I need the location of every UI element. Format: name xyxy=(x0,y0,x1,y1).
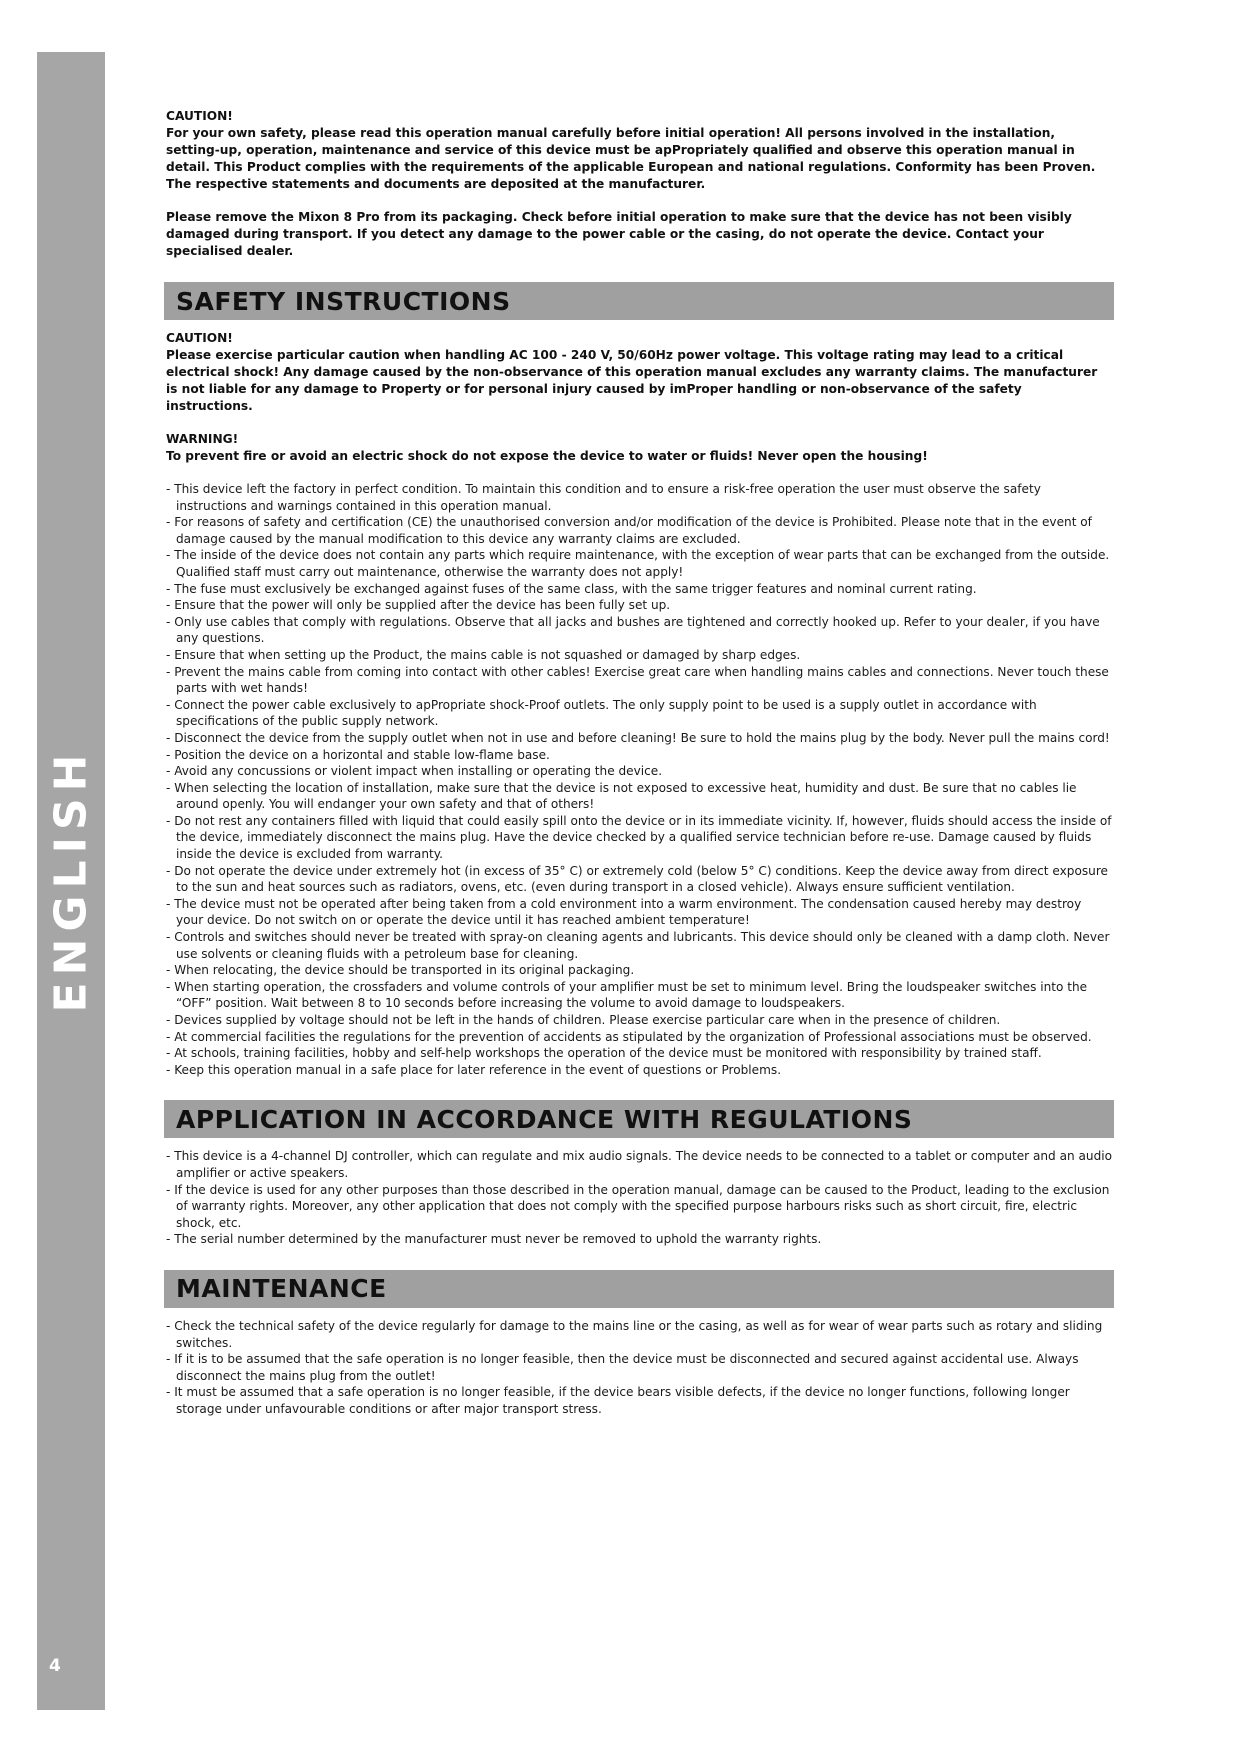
safety-warning-text: To prevent fire or avoid an electric shock do not expose the device to water or fluids! Never open the housing! xyxy=(166,449,928,463)
application-heading: APPLICATION IN ACCORDANCE WITH REGULATIONS xyxy=(176,1104,913,1134)
list-item: - For reasons of safety and certification (CE) the unauthorised conversion and/or modification of the device is Prohibited. Please note that in the event of damage caused by the manual modification to this device any warranty claims are excluded. xyxy=(166,515,1092,546)
list-item: - The inside of the device does not contain any parts which require maintenance, with the exception of wear parts that can be exchanged from the outside. Qualified staff must carry out maintenance, otherwise the warranty does not apply! xyxy=(166,548,1110,579)
maintenance-list xyxy=(166,1318,1112,1418)
application-header xyxy=(164,1100,1114,1138)
list-item: - Only use cables that comply with regulations. Observe that all jacks and bushes are tightened and correctly hooked up. Refer to your dealer, if you have any questions. xyxy=(166,614,1100,646)
list-item: - Controls and switches should never be treated with spray-on cleaning agents and lubricants. This device should only be cleaned with a damp cloth. Never use solvents or cleaning fluids with a petroleum base for cleaning. xyxy=(166,930,1110,961)
language-label: ENGLISH xyxy=(45,747,97,1013)
list-item: - When starting operation, the crossfaders and volume controls of your amplifier must be set to minimum level. Bring the loudspeaker switches into the “OFF” position. Wait between 8 to 10 seconds before increasing the volume to avoid damage to loudspeakers. xyxy=(166,979,1088,1011)
list-item: - Keep this operation manual in a safe place for later reference in the event of questions or Problems. xyxy=(166,1062,782,1077)
list-item: - Do not operate the device under extremely hot (in excess of 35° C) or extremely cold (below 5° C) conditions. Keep the device away from direct exposure to the sun and heat sources such as radiators, ovens, etc. (even during transport in a closed vehicle). Always ensure sufficient ventilation. xyxy=(166,863,1108,895)
list-item: - Position the device on a horizontal and stable low-flame base. xyxy=(166,747,550,762)
intro-caution-text: For your own safety, please read this operation manual carefully before initial operation! All persons involved in the installation, setting-up, operation, maintenance and service of this device must be apPropriately qualified and observe this operation manual in detail. This Product complies with the requirements of the applicable European and national regulations. Conformity has been Proven. The respective statements and documents are deposited at the manufacturer. xyxy=(166,126,1096,191)
list-item: - If the device is used for any other purposes than those described in the operation manual, damage can be caused to the Product, leading to the exclusion of warranty rights. Moreover, any other application that does not comply with the specified purpose harbours risks such as short circuit, fire, electric shock, etc. xyxy=(166,1182,1110,1230)
list-item: - Do not rest any containers filled with liquid that could easily spill onto the device or in its immediate vicinity. If, however, fluids should access the inside of the device, immediately disconnect the mains plug. Have the device checked by a qualified service technician before re-use. Damage caused by fluids inside the device is excluded from warranty. xyxy=(166,813,1112,862)
safety-header xyxy=(164,282,1114,320)
page-content xyxy=(166,108,1112,1418)
list-item: - Check the technical safety of the device regularly for damage to the mains line or the casing, as well as for wear of wear parts such as rotary and sliding switches. xyxy=(166,1318,1103,1350)
list-item: - This device left the factory in perfect condition. To maintain this condition and to ensure a risk-free operation the user must observe the safety instructions and warnings contained in this operation manual. xyxy=(166,482,1041,513)
list-item: - The device must not be operated after being taken from a cold environment into a warm environment. The condensation caused hereby may destroy your device. Do not switch on or operate the device until it has reached ambient temperature! xyxy=(166,896,1082,928)
application-list xyxy=(166,1148,1112,1248)
intro-notice xyxy=(166,108,1112,260)
safety-list xyxy=(166,481,1112,1078)
list-item: - The serial number determined by the manufacturer must never be removed to uphold the warranty rights. xyxy=(166,1232,822,1247)
list-item: - Ensure that when setting up the Product, the mains cable is not squashed or damaged by sharp edges. xyxy=(166,647,801,662)
list-item: - Connect the power cable exclusively to apPropriate shock-Proof outlets. The only supply point to be used is a supply outlet in accordance with specifications of the public supply network. xyxy=(166,697,1037,729)
safety-warning-title: WARNING! xyxy=(166,432,239,446)
safety-caution-title: CAUTION! xyxy=(166,331,233,345)
list-item: - When relocating, the device should be transported in its original packaging. xyxy=(166,963,635,978)
intro-unpack-text: Please remove the Mixon 8 Pro from its packaging. Check before initial operation to make sure that the device has not been visibly damaged during transport. If you detect any damage to the power cable or the casing, do not operate the device. Contact your specialised dealer. xyxy=(166,210,1072,258)
maintenance-header xyxy=(164,1270,1114,1308)
list-item: - Disconnect the device from the supply outlet when not in use and before cleaning! Be sure to hold the mains plug by the body. Never pull the mains cord! xyxy=(166,730,1110,745)
list-item: - Prevent the mains cable from coming into contact with other cables! Exercise great care when handling mains cables and connections. Never touch these parts with wet hands! xyxy=(166,664,1109,696)
list-item: - At commercial facilities the regulations for the prevention of accidents as stipulated by the organization of Professional associations must be observed. xyxy=(166,1029,1092,1044)
list-item: - At schools, training facilities, hobby and self-help workshops the operation of the device must be monitored with responsibility by trained staff. xyxy=(166,1046,1042,1061)
list-item: - It must be assumed that a safe operation is no longer feasible, if the device bears visible defects, if the device no longer functions, following longer storage under unfavourable conditions or after major transport stress. xyxy=(166,1385,1070,1416)
list-item: - Avoid any concussions or violent impact when installing or operating the device. xyxy=(166,764,663,779)
list-item: - If it is to be assumed that the safe operation is no longer feasible, then the device must be disconnected and secured against accidental use. Always disconnect the mains plug from the outlet! xyxy=(166,1352,1079,1383)
list-item: - Devices supplied by voltage should not be left in the hands of children. Please exercise particular care when in the presence of children. xyxy=(166,1013,1001,1027)
list-item: - Ensure that the power will only be supplied after the device has been fully set up. xyxy=(166,598,671,613)
list-item: - The fuse must exclusively be exchanged against fuses of the same class, with the same trigger features and nominal current rating. xyxy=(166,581,977,596)
safety-heading: SAFETY INSTRUCTIONS xyxy=(176,286,511,316)
intro-caution-title: CAUTION! xyxy=(166,109,233,123)
safety-caution-text: Please exercise particular caution when handling AC 100 - 240 V, 50/60Hz power voltage. This voltage rating may lead to a critical electrical shock! Any damage caused by the non-observance of this operation manual excludes any warranty claims. The manufacturer is not liable for any damage to Property or for personal injury caused by imProper handling or non-observance of the safety instructions. xyxy=(166,348,1098,413)
safety-notice xyxy=(166,330,1112,481)
page-number: 4 xyxy=(49,1656,61,1676)
list-item: - When selecting the location of installation, make sure that the device is not exposed to excessive heat, humidity and dust. Be sure that no cables lie around openly. You will endanger your own safety and that of others! xyxy=(166,780,1077,812)
maintenance-heading: MAINTENANCE xyxy=(176,1274,387,1304)
list-item: - This device is a 4-channel DJ controller, which can regulate and mix audio signals. The device needs to be connected to a tablet or computer and an audio amplifier or active speakers. xyxy=(166,1149,1113,1180)
